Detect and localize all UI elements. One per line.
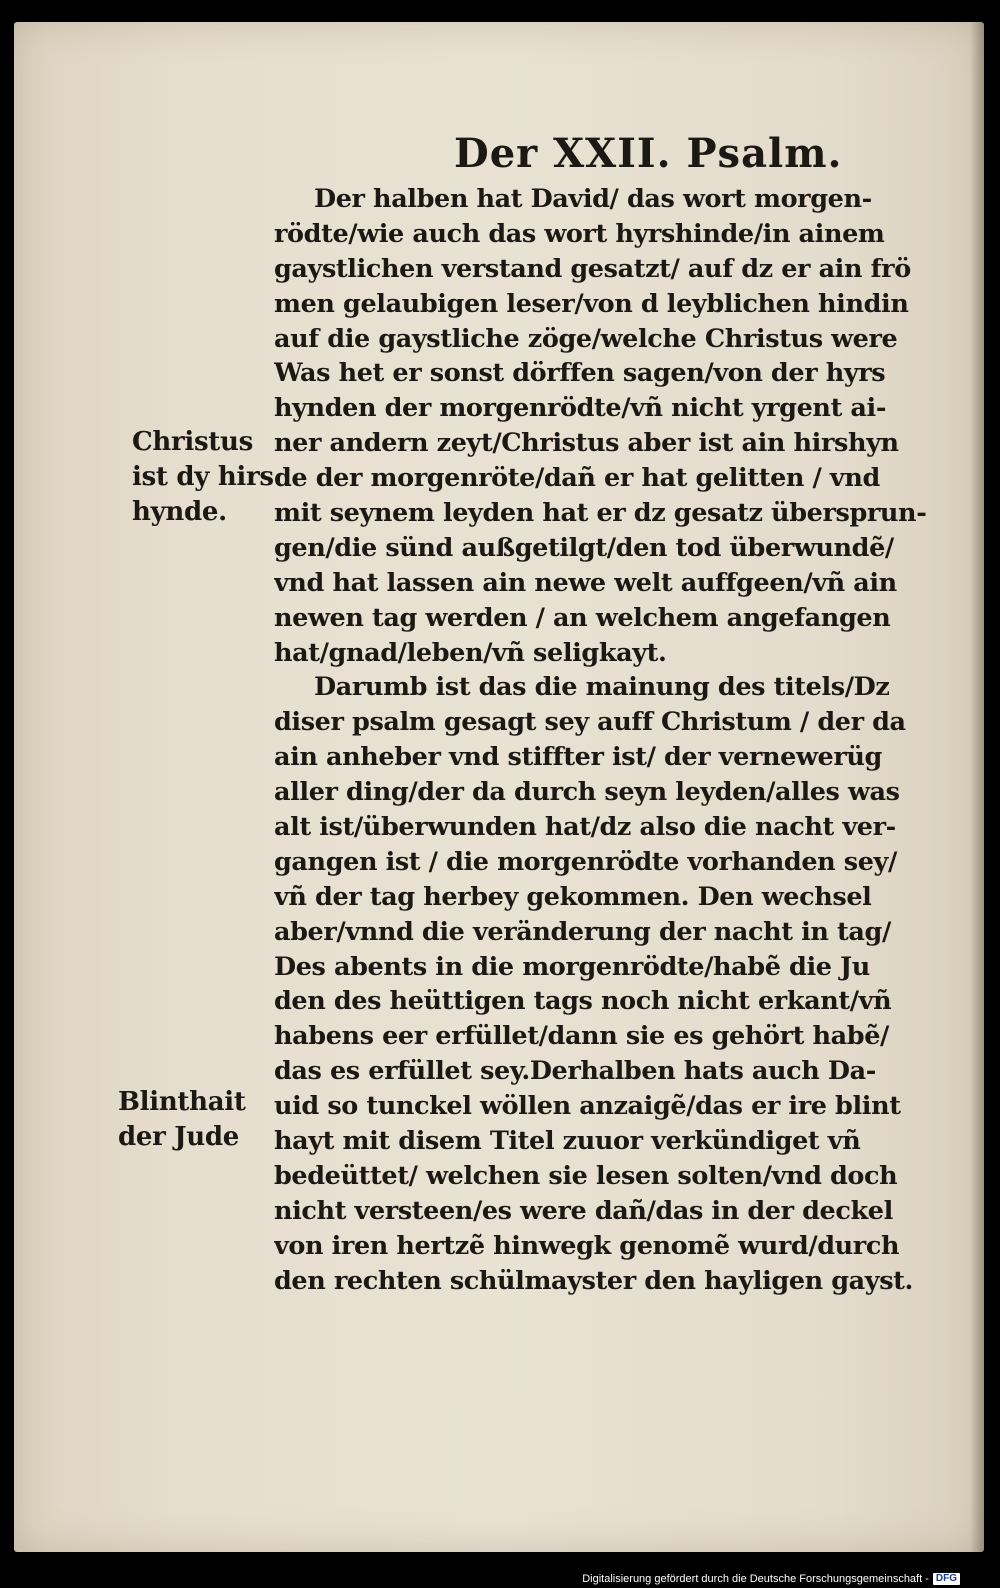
body-line: habens eer erfüllet/dann sie es gehört habẽ/ (274, 1021, 889, 1052)
page-header: Der XXII. Psalm. (454, 130, 843, 177)
margin-note-christus (132, 425, 274, 530)
body-line: Darumb ist das die mainung des titels/Dz (314, 672, 890, 703)
body-line: alt ist/überwunden hat/dz also die nacht ver- (274, 812, 896, 843)
body-line: gaystlichen verstand gesatzt/ auf dz er ain frö (274, 253, 911, 284)
body-line: den rechten schülmayster den hayligen gayst. (274, 1265, 914, 1296)
body-line: men gelaubigen leser/von d leyblichen hindin (274, 288, 909, 319)
body-line: den des heüttigen tags noch nicht erkant/vñ (274, 986, 892, 1017)
body-line: aber/vnnd die veränderung der nacht in tag/ (274, 916, 891, 947)
body-line: bedeüttet/ welchen sie lesen solten/vnd doch (274, 1160, 898, 1191)
body-line: ner andern zeyt/Christus aber ist ain hirshyn (274, 428, 899, 459)
body-line: ain anheber vnd stiffter ist/ der vernewerüg (274, 742, 882, 773)
margin-note-line: der Jude (118, 1122, 239, 1152)
body-line: gen/die sünd außgetilgt/den tod überwundẽ/ (274, 532, 894, 563)
body-line: gangen ist / die morgenrödte vorhanden sey/ (274, 846, 897, 877)
body-line: aller ding/der da durch seyn leyden/alles was (274, 777, 900, 808)
body-line: hat/gnad/leben/vñ seligkayt. (274, 637, 667, 668)
body-line: Was het er sonst dörffen sagen/von der hyrs (274, 358, 886, 389)
body-line: Des abents in die morgenrödte/habẽ die Ju (274, 951, 870, 982)
body-line: auf die gaystliche zöge/welche Christus were (274, 323, 898, 354)
funding-credit (582, 1573, 960, 1585)
body-line: uid so tunckel wöllen anzaigẽ/das er ire blint (274, 1091, 901, 1122)
body-line: rödte/wie auch das wort hyrshinde/in ainem (274, 218, 885, 249)
body-line: de der morgenröte/dañ er hat gelitten / vnd (274, 463, 880, 494)
dfg-logo: DFG (933, 1573, 960, 1585)
margin-note-line: hynde. (132, 497, 227, 527)
book-page (14, 22, 984, 1552)
body-line: vñ der tag herbey gekommen. Den wechsel (274, 881, 872, 912)
body-line: vnd hat lassen ain newe welt auffgeen/vñ ain (274, 567, 897, 598)
margin-note-line: Blinthait (118, 1087, 246, 1117)
body-line: mit seynem leyden hat er dz gesatz übersprun- (274, 498, 927, 529)
body-line: hayt mit disem Titel zuuor verkündiget vñ (274, 1126, 861, 1157)
body-line: diser psalm gesagt sey auff Christum / der da (274, 707, 906, 738)
body-line: das es erfüllet sey.Derhalben hats auch Da- (274, 1056, 876, 1087)
body-line: Der halben hat David/ das wort morgen- (314, 184, 872, 214)
body-line: hynden der morgenrödte/vñ nicht yrgent ai- (274, 393, 887, 424)
margin-note-line: ist dy hirs (132, 462, 274, 492)
body-line: von iren hertzẽ hinwegk genomẽ wurd/durch (274, 1230, 900, 1261)
body-text (274, 182, 934, 1299)
body-line: nicht versteen/es were dañ/das in der deckel (274, 1195, 893, 1226)
margin-note-line: Christus (132, 427, 253, 457)
funding-credit-text: Digitalisierung gefördert durch die Deutsche Forschungsgemeinschaft - (582, 1573, 929, 1585)
margin-note-blindheit (118, 1085, 246, 1155)
body-line: newen tag werden / an welchem angefangen (274, 602, 891, 633)
